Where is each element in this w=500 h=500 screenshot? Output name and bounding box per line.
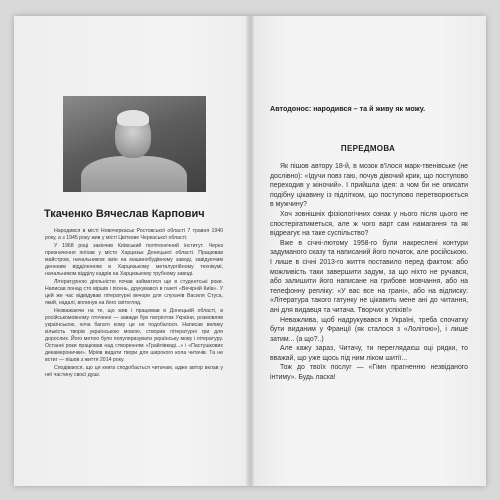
foreword-paragraph: Тож до твоїх послуг — «Гімн прагненню незвіданого інтиму». Будь ласка! [270,364,468,382]
bio-paragraph: Незважаючи на те, що жив і працював в Донецькій області, в російськомовному оточенні — завжди був патріотом України, розмовляв українською, хоча багато кому це не подобалося. Написав велику кількість творів українською мовою, створив літературні гри для дорослих. Його метою було популяризувати українську мову і літературу. Останні роки працював над створенням «Грайлівкиді...» і «Пастушкових декамеронички». Мріяв видати твори для широкого кола читачів. Та не встиг — пішов з життя 2014 року. [45,308,223,363]
foreword-paragraph: Хоч зовнішніх фізіологічних ознак у нього після цього не спостерігатиметься, але ж чого варт сам намагання та як відреагує на таке суспільство? [270,210,468,238]
bio-paragraph: Народився в місті Новочеркаськ Ростовської області 7 травня 1940 року, а з 1945 року жив у місті Цвіткове Черкаської області. [45,228,223,241]
left-page [14,16,250,486]
photo-figure-hair [117,110,149,126]
bio-paragraph: У 1968 році закінчив Київський політехнічний інститут. Через призначення поїхав у місто Харцизьк Донецької області. Працював майстром, начальником змін на машинобудівному заводі, завідуючим деннним відділенням в Харцизькому металургійному технікумі, начальником відділу кадрів на Харцизькому трубному заводі. [45,243,223,277]
author-name: Ткаченко Вячеслав Карпович [44,208,205,220]
author-biography [45,228,223,380]
bio-paragraph: Літературною діяльністю почав займатися ще в студентські роки. Написав понад сто віршів і пісень, друкувався в газеті «Вечірній Київ». У цей же час відвідував літературні вечори для слухачів Василя Стуса, який, надалі, вплинув на його світогляд. [45,279,223,306]
photo-figure-shirt [81,156,187,192]
right-page [250,16,486,486]
section-title: ПЕРЕДМОВА [340,144,396,153]
foreword-paragraph: Як пішов автору 18-й, в мозок в'їлося марк-твенівське (не дослівно): «Ідучи повз гаю, почув дівочий крик, що поступово переходив у жіночий». І прийшла ідея: а чом би не описати подібну цікавину із підлітком, що поступово перетворюється в мужчину? [270,163,468,209]
book-spread [14,16,486,486]
foreword-text [270,162,468,383]
book-gutter [246,16,254,486]
epigraph: Автодонос: народився – та й живу як можу. [270,104,426,113]
bio-paragraph: Сподіваюся, що ця книга сподобається читачам, адже автор вклав у неї частину своєї душі. [45,365,223,378]
foreword-paragraph: Вже в січні-лютому 1958-го були накреслені контури задуманого сказу та написаний його початок, але російською. І лише в січні 2013-го життя поставило перед фактом: або можливість таки завершити задум, за що ніхто не ручався, або залишити його написане на грибове мовчання, або на телефонну репліку: «У вас все на грані», або на відписку: «Література такого гатунку не цікавить мене ані до читання, ані для видавця та читача. Творчих успіхів!» [270,239,468,314]
foreword-paragraph: Але кажу зараз, Читачу, ти переглядаєш оці рядки, то вважай, що уже щось під ним ліком шитії... [270,345,468,362]
author-photo [63,96,206,192]
foreword-paragraph: Неважлива, щоб надрукувався в Україні, треба спочатку бути виданим у Франції (як сталося з «Лолітою»), і лише затим... (а що?..) [270,316,468,343]
